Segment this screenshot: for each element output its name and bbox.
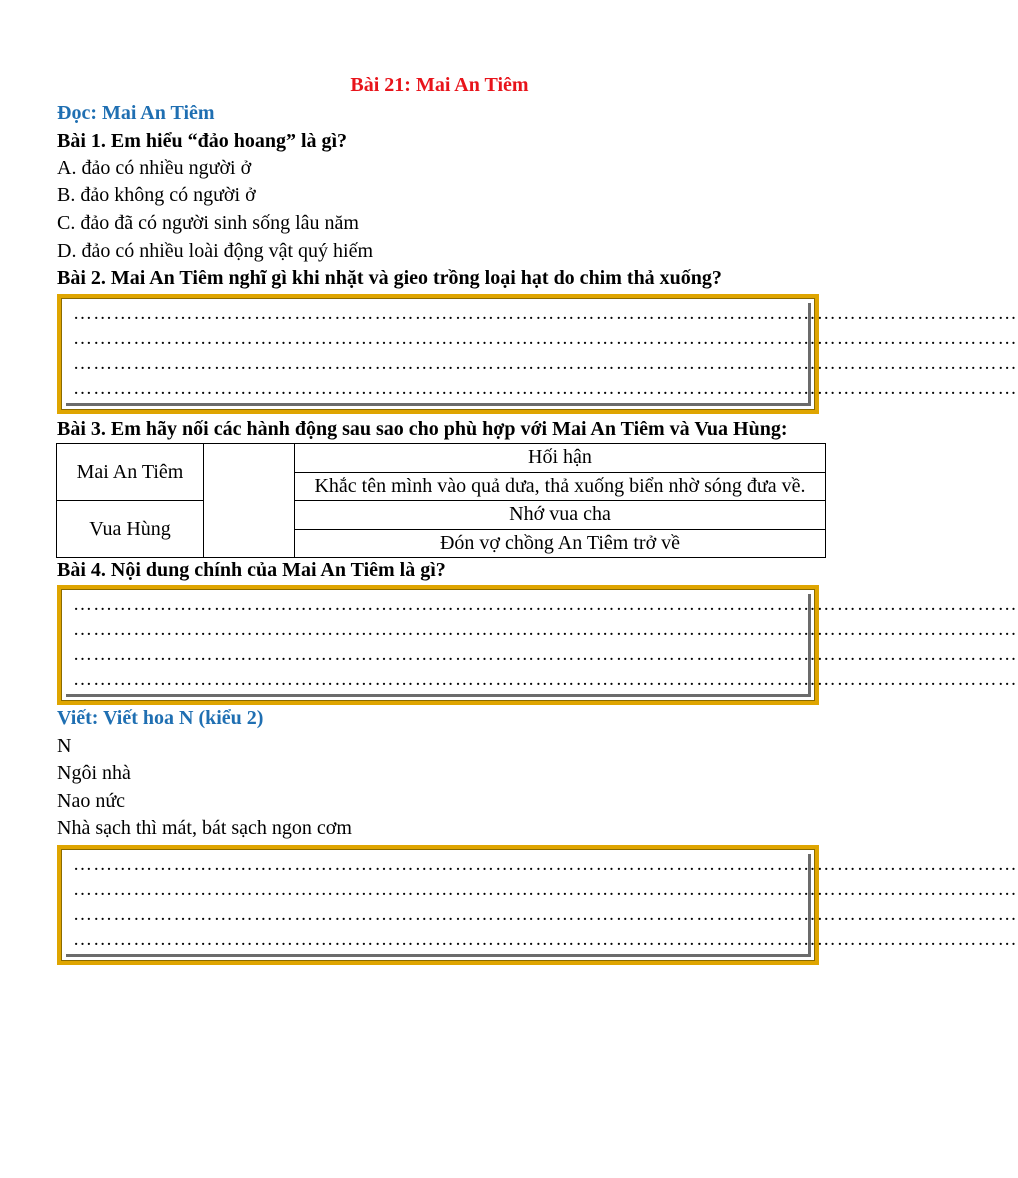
writing-line: Ngôi nhà [57, 762, 131, 784]
answer-line[interactable]: …………………………………………………………………………………………………………………………… [73, 353, 1018, 374]
answer-box-writing[interactable] [57, 845, 1018, 965]
option-b[interactable]: B. đảo không có người ở [57, 184, 256, 206]
answer-line[interactable]: …………………………………………………………………………………………………………………………… [73, 644, 1018, 665]
action-cell[interactable]: Nhớ vua cha [295, 501, 826, 530]
writing-line: Nhà sạch thì mát, bát sạch ngon cơm [57, 817, 352, 839]
answer-line[interactable]: …………………………………………………………………………………………………………………………… [73, 854, 1018, 875]
question-3: Bài 3. Em hãy nối các hành động sau sao cho phù hợp với Mai An Tiêm và Vua Hùng: [57, 418, 788, 440]
option-c[interactable]: C. đảo đã có người sinh sống lâu năm [57, 212, 359, 234]
action-cell[interactable]: Hối hận [295, 444, 826, 473]
writing-line: N [57, 735, 72, 757]
matching-table [56, 443, 826, 558]
name-mai-an-tiem[interactable]: Mai An Tiêm [57, 444, 204, 501]
answer-line[interactable]: …………………………………………………………………………………………………………………………… [73, 378, 1018, 399]
answer-line[interactable]: …………………………………………………………………………………………………………………………… [73, 879, 1018, 900]
option-d[interactable]: D. đảo có nhiều loài động vật quý hiếm [57, 240, 374, 262]
page-title: Bài 21: Mai An Tiêm [350, 74, 529, 96]
option-a[interactable]: A. đảo có nhiều người ở [57, 157, 252, 179]
answer-line[interactable]: …………………………………………………………………………………………………………………………… [73, 328, 1018, 349]
answer-box-4[interactable] [57, 585, 1018, 705]
answer-line[interactable]: …………………………………………………………………………………………………………………………… [73, 619, 1018, 640]
question-4: Bài 4. Nội dung chính của Mai An Tiêm là gì? [57, 559, 446, 581]
answer-line[interactable]: …………………………………………………………………………………………………………………………… [73, 669, 1018, 690]
answer-line[interactable]: …………………………………………………………………………………………………………………………… [73, 303, 1018, 324]
action-cell[interactable]: Đón vợ chồng An Tiêm trở về [295, 529, 826, 558]
answer-line[interactable]: …………………………………………………………………………………………………………………………… [73, 594, 1018, 615]
answer-line[interactable]: …………………………………………………………………………………………………………………………… [73, 904, 1018, 925]
answer-line[interactable]: …………………………………………………………………………………………………………………………… [73, 929, 1018, 950]
writing-heading: Viết: Viết hoa N (kiểu 2) [57, 707, 264, 729]
reading-heading: Đọc: Mai An Tiêm [57, 102, 215, 124]
action-cell[interactable]: Khắc tên mình vào quả dưa, thả xuống biển nhờ sóng đưa về. [295, 472, 826, 501]
writing-line: Nao nức [57, 790, 126, 812]
question-1: Bài 1. Em hiểu “đảo hoang” là gì? [57, 130, 348, 152]
connector-space[interactable] [204, 444, 295, 558]
answer-box-2[interactable] [57, 294, 1018, 414]
question-2: Bài 2. Mai An Tiêm nghĩ gì khi nhặt và gieo trồng loại hạt do chim thả xuống? [57, 267, 722, 289]
name-vua-hung[interactable]: Vua Hùng [57, 501, 204, 558]
